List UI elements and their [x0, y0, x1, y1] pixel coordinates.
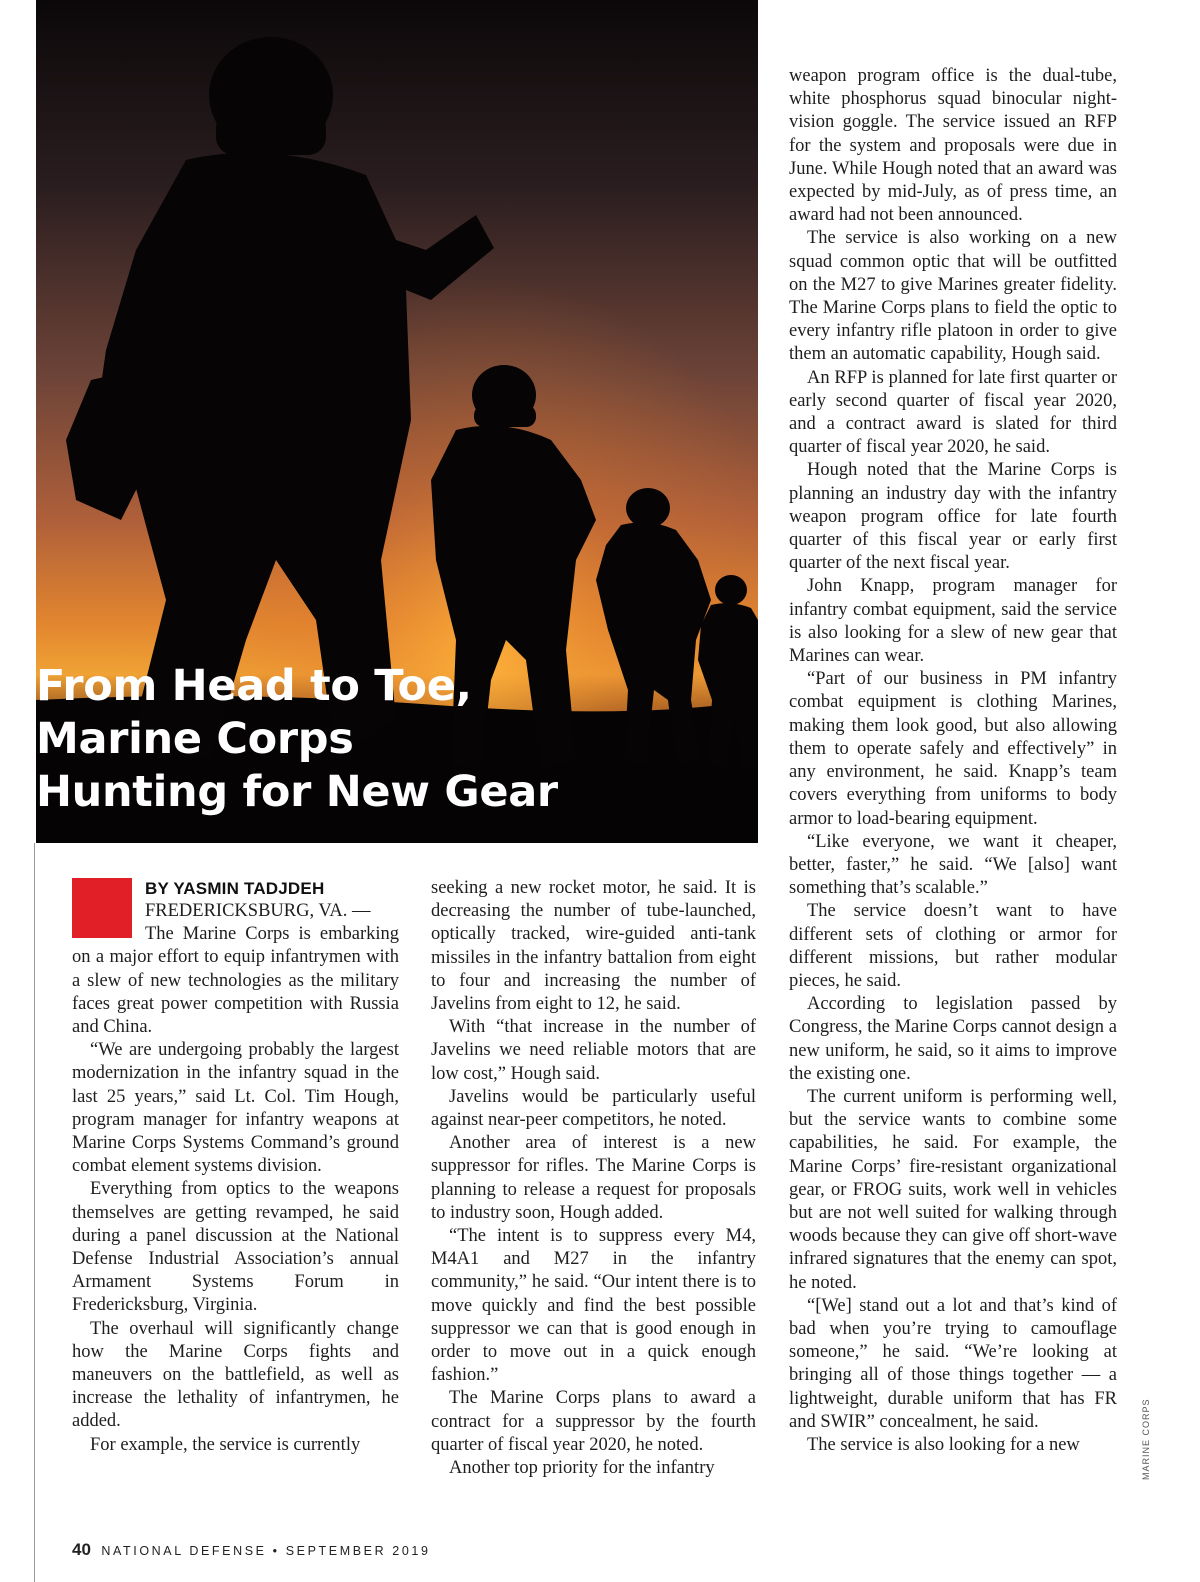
- paragraph: The service doesn’t want to have different sets of clothing or armor for different missions, but rather modular pieces, he said.: [789, 901, 1117, 991]
- paragraph: weapon program office is the dual-tube, white phosphorus squad binocular night-vision goggle. The service issued an RFP for the system and proposals were due in June. While Hough noted that an award was expected by mid-July, as of press time, an award had not been announced.: [789, 66, 1117, 226]
- paragraph: John Knapp, program manager for infantry combat equipment, said the service is also looking for a slew of new gear that Marines can wear.: [789, 576, 1117, 667]
- headline-line: Marine Corps: [36, 714, 354, 764]
- paragraph: The overhaul will significantly change how the Marine Corps fights and maneuvers on the battlefield, as well as increase the lethality of infantrymen, he added.: [72, 1318, 399, 1432]
- byline: BY YASMIN TADJDEH: [145, 879, 325, 898]
- headline-line: From Head to Toe,: [36, 661, 472, 711]
- photo-credit: MARINE CORPS: [1141, 1398, 1151, 1480]
- paragraph: Another area of interest is a new suppressor for rifles. The Marine Corps is planning to release a request for proposals to industry soon, Hough added.: [431, 1133, 756, 1223]
- section-marker-red-square: [72, 878, 132, 938]
- left-margin-rule: [34, 843, 35, 1582]
- article-column-1: [72, 877, 399, 1457]
- paragraph: Javelins would be particularly useful against near-peer competitors, he noted.: [431, 1086, 756, 1131]
- paragraph: The service is also working on a new squad common optic that will be outfitted on the M27 to give Marines greater fidelity. The Marine Corps plans to field the optic to every infantry rifle platoon in order to give them an automatic capability, Hough said.: [789, 228, 1117, 365]
- page-number: 40: [72, 1540, 91, 1559]
- paragraph: “Part of our business in PM infantry combat equipment is clothing Marines, making them look good, but also allowing them to operate safely and effectively” in any environment, he said. Knapp’s team covers everything from uniforms to body armor to load-bearing equipment.: [789, 669, 1117, 829]
- paragraph: “The intent is to suppress every M4, M4A1 and M27 in the infantry community,” he said. “Our intent there is to move quickly and find the best possible suppressor we can that is good enough in order to move out in a quick enough fashion.”: [431, 1226, 756, 1386]
- article-column-3: [789, 65, 1117, 1457]
- paragraph: “[We] stand out a lot and that’s kind of bad when you’re trying to camouflage someone,” he said. “We’re looking at bringing all of those things together — a lightweight, durable uniform that has FR and SWIR” concealment, he said.: [789, 1295, 1117, 1432]
- article-headline: [36, 660, 676, 819]
- paragraph: With “that increase in the number of Javelins we need reliable motors that are low cost,” Hough said.: [431, 1017, 756, 1084]
- paragraph: An RFP is planned for late first quarter or early second quarter of fiscal year 2020, and a contract award is slated for third quarter of fiscal year 2020, he said.: [789, 367, 1117, 458]
- article-column-2: [431, 877, 756, 1480]
- paragraph: seeking a new rocket motor, he said. It is decreasing the number of tube-launched, optically tracked, wire-guided anti-tank missiles in the infantry battalion from eight to four and increasing the number of Javelins from eight to 12, he said.: [431, 878, 756, 1015]
- paragraph: According to legislation passed by Congress, the Marine Corps cannot design a new uniform, he said, so it aims to improve the existing one.: [789, 994, 1117, 1084]
- paragraph: The Marine Corps plans to award a contract for a suppressor by the fourth quarter of fiscal year 2020, he noted.: [431, 1388, 756, 1455]
- publication-line: NATIONAL DEFENSE • SEPTEMBER 2019: [101, 1544, 431, 1558]
- paragraph: The Marine Corps is embarking on a major effort to equip infantrymen with a slew of new technologies as the military faces great power competition with Russia and China.: [72, 924, 399, 1038]
- page-footer: [72, 1540, 431, 1560]
- paragraph: “We are undergoing probably the largest modernization in the infantry squad in the last 25 years,” said Lt. Col. Tim Hough, program manager for infantry weapons at Marine Corps Systems Command’s ground combat element systems division.: [72, 1040, 399, 1177]
- paragraph: Everything from optics to the weapons themselves are getting revamped, he said during a panel discussion at the National Defense Industrial Association’s annual Armament Systems Forum in Fredericksburg, Virginia.: [72, 1179, 399, 1316]
- headline-line: Hunting for New Gear: [36, 767, 558, 817]
- paragraph: For example, the service is currently: [90, 1434, 361, 1455]
- paragraph: Another top priority for the infantry: [449, 1458, 715, 1479]
- paragraph: Hough noted that the Marine Corps is planning an industry day with the infantry weapon program office for late fourth quarter of this fiscal year or early first quarter of the next fiscal year.: [789, 460, 1117, 574]
- dateline: FREDERICKSBURG, VA. —: [145, 901, 371, 921]
- paragraph: The current uniform is performing well, but the service wants to combine some capabilities, he said. For example, the Marine Corps’ fire-resistant organizational gear, or FROG suits, work well in vehicles but are not well suited for walking through woods because they can give off short-wave infrared signatures that the enemy can spot, he noted.: [789, 1086, 1117, 1293]
- paragraph: “Like everyone, we want it cheaper, better, faster,” he said. “We [also] want something that’s scalable.”: [789, 831, 1117, 899]
- paragraph: The service is also looking for a new: [807, 1434, 1080, 1455]
